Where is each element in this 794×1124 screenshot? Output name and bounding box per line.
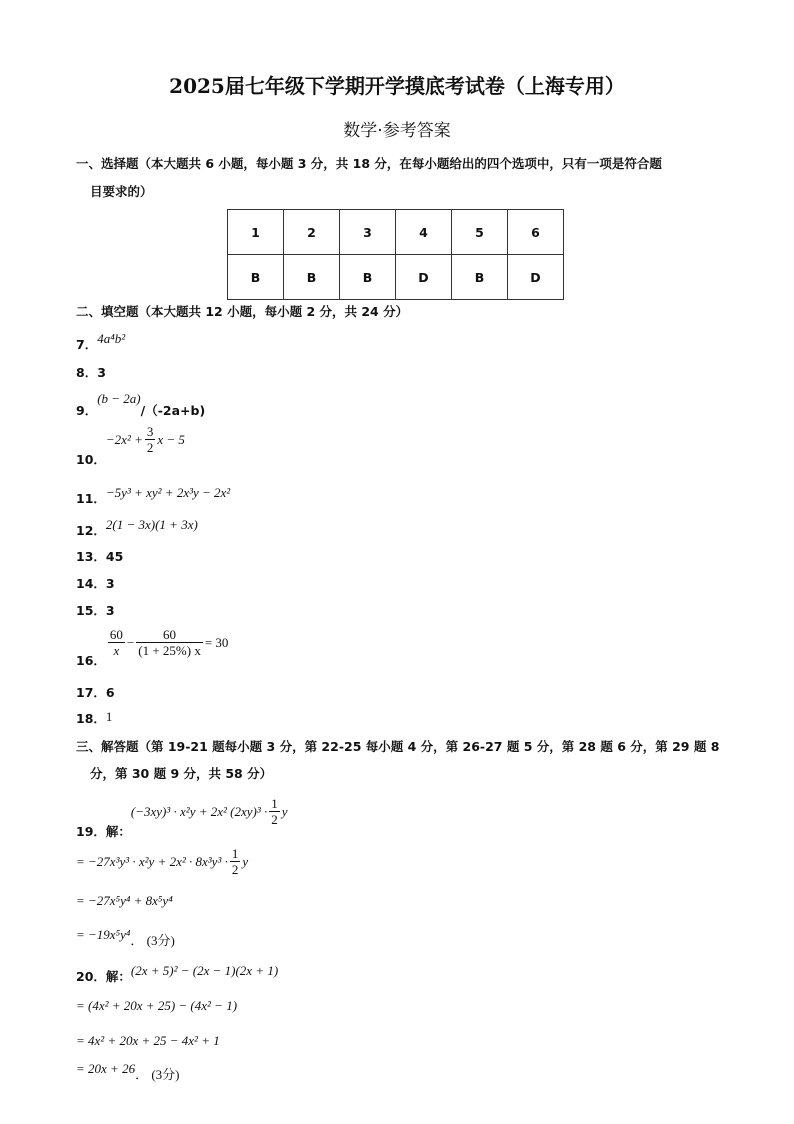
solution-19-step-2: = −27x⁵y⁴ + 8x⁵y⁴ (76, 893, 173, 908)
section1-heading: 一、选择题（本大题共 6 小题，每小题 3 分，共 18 分，在每小题给出的四个选项中，只有一项是符合题 (76, 156, 662, 171)
answer-11: $_{11.}$−5y³ + xy² + 2x³y − 2x² (76, 485, 231, 506)
section3-heading-cont: 分，第 30 题 9 分，共 58 分） (90, 766, 273, 781)
answer-table (227, 209, 564, 300)
fraction: $\frac{60}{x}$ (109, 627, 123, 658)
fraction: $\frac{1}{2}$ (271, 796, 278, 827)
table-cell: 6 (508, 210, 564, 255)
page-subtitle: 数学·参考答案 (343, 121, 451, 141)
answer-8: 8．3 (76, 365, 106, 380)
answer-15: 15．3 (76, 603, 115, 618)
answer-13: 13．45 (76, 549, 124, 564)
solution-20-step-3: = $20x + 26_{. (3分)}$ (76, 1061, 180, 1082)
answer-7: 7．$^{4a^4b^2}$ (76, 331, 126, 352)
solution-20: $_{20.解:}$(2x + 5)² − (2x − 1)(2x + 1) (76, 963, 279, 984)
table-cell: B (340, 255, 396, 300)
table-cell: 5 (452, 210, 508, 255)
section2-heading: 二、填空题（本大题共 12 小题，每小题 2 分，共 24 分） (76, 304, 409, 319)
answer-17: 17．6 (76, 685, 115, 700)
fraction: $\frac{3}{2}$ (146, 424, 154, 455)
table-cell: D (396, 255, 452, 300)
table-cell: D (508, 255, 564, 300)
table-cell: B (452, 255, 508, 300)
solution-19: $_{19.解:}$(−3xy)³ · x²y + 2x² (2xy)³ · $\frac{1}{2}$ y (76, 796, 288, 839)
answer-12: $_{12.}$2(1 − 3x)(1 + 3x) (76, 517, 198, 538)
section1-heading-cont: 目要求的） (90, 184, 153, 199)
page-title: 2025届七年级下学期开学摸底考试卷（上海专用） (169, 74, 625, 98)
answer-9: $_{9.}^{(b - 2a)}_{/(-2a+b)}$ (76, 391, 206, 418)
table-cell: B (228, 255, 284, 300)
solution-19-step-3: = $-19x^5y^4_{. (3分)}$ (76, 927, 175, 948)
solution-19-step-1: = −27x³y³ · x²y + 2x² · 8x³y³ · $\frac{1}{2}$ y (76, 846, 249, 877)
table-cell: 2 (284, 210, 340, 255)
answer-10: $_{10.}$−2x² + $\frac{3}{2}$ x − 5 (76, 424, 185, 467)
answer-18: 18．1 (76, 709, 113, 726)
answer-14: 14．3 (76, 576, 115, 591)
table-cell: 4 (396, 210, 452, 255)
solution-20-step-1: = (4x² + 20x + 25) − (4x² − 1) (76, 998, 238, 1013)
answer-table-header-row (228, 210, 564, 255)
answer-16: $_{16.}$ $\frac{60}{x}$ − $\frac{60}{(1 + 25\%) x}$ = 30 (76, 627, 229, 668)
solution-20-step-2: = 4x² + 20x + 25 − 4x² + 1 (76, 1033, 220, 1048)
table-cell: 1 (228, 210, 284, 255)
fraction: $\frac{60}{(1 + 25\%) x}$ (138, 627, 201, 658)
section3-heading: 三、解答题（第 19-21 题每小题 3 分，第 22-25 每小题 4 分，第 26-27 题 5 分，第 28 题 6 分，第 29 题 8 (76, 739, 720, 754)
table-cell: 3 (340, 210, 396, 255)
fraction: $\frac{1}{2}$ (231, 846, 239, 877)
answer-table-answer-row (228, 255, 564, 300)
table-cell: B (284, 255, 340, 300)
